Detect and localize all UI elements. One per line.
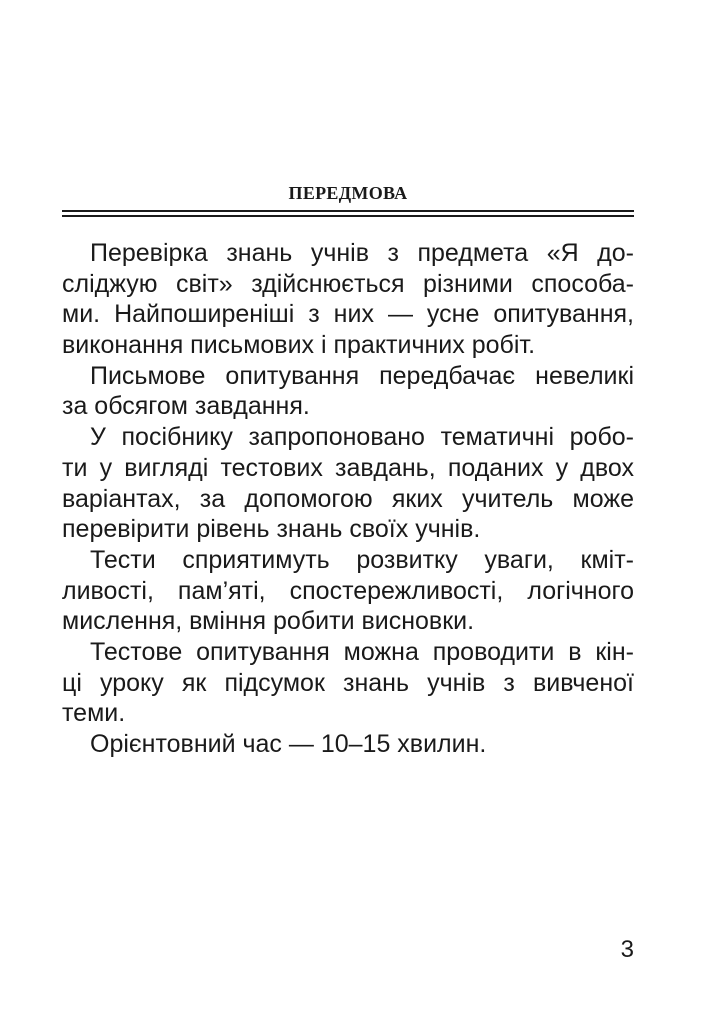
text-line: Письмове опитування передбачає невеликі [90,361,634,390]
text-line: Орієнтовний час — 10–15 хвилин. [90,730,487,758]
text-line: за обсягом завдання. [62,392,310,421]
text-line: виконання письмових і практичних робіт. [62,331,536,360]
text-line: сліджую світ» здійснюється різними способа- [62,269,634,298]
text-line: Тести сприятимуть розвитку уваги, кміт- [90,545,634,574]
paragraph [62,238,634,361]
text-line: У посібнику запропоновано тематичні робо- [90,423,634,452]
paragraph [62,729,634,760]
text-line: ти у вигляді тестових завдань, поданих у двох [62,453,634,482]
text-line: ці уроку як підсумок знань учнів з вивченої [62,668,634,697]
text-line: перевірити рівень знань своїх учнів. [62,515,481,544]
text-line: теми. [62,699,126,728]
page-heading: ПЕРЕДМОВА [288,183,408,203]
paragraph [62,637,634,729]
preface-body [62,238,634,760]
text-line: ми. Найпоширеніші з них — усне опитування, [62,300,634,329]
text-line: Перевірка знань учнів з предмета «Я до- [90,239,634,267]
page-number: 3 [620,936,634,963]
heading-rule-bottom [62,215,634,217]
paragraph [62,545,634,637]
paragraph [62,422,634,545]
text-line: варіантах, за допомогою яких учитель може [62,484,634,513]
text-line: Тестове опитування можна проводити в кін- [90,637,634,666]
heading-rule-top [62,210,634,212]
text-line: мислення, вміння робити висновки. [62,607,475,636]
text-line: ливості, пам’яті, спостережливості, логічного [62,576,634,605]
paragraph [62,361,634,422]
